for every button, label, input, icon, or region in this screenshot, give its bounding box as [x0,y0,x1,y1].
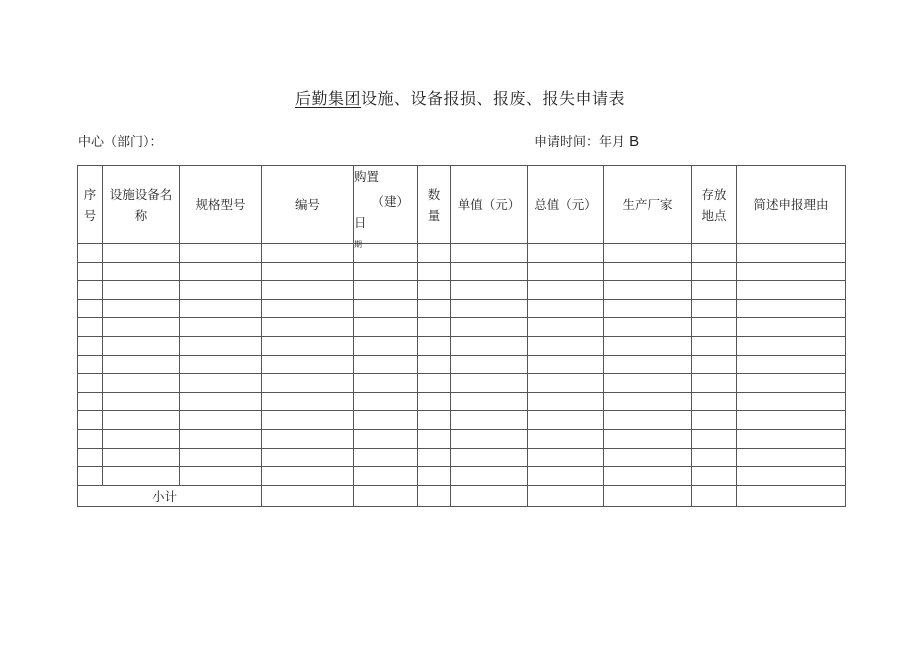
table-cell[interactable] [418,374,451,393]
table-cell[interactable] [528,467,604,486]
table-row [78,281,846,300]
table-cell[interactable] [180,281,262,300]
table-cell[interactable] [737,299,846,318]
table-cell[interactable] [180,318,262,337]
header-row [78,166,846,244]
table-cell[interactable] [262,448,354,467]
table-cell[interactable] [103,392,180,411]
table-cell[interactable] [528,429,604,448]
table-cell[interactable] [737,467,846,486]
table-cell[interactable] [451,281,528,300]
table-cell[interactable] [262,374,354,393]
table-cell[interactable] [418,318,451,337]
table-cell[interactable] [737,392,846,411]
table-cell[interactable] [737,429,846,448]
table-cell[interactable] [737,374,846,393]
table-cell[interactable] [451,448,528,467]
table-cell[interactable] [604,336,692,355]
header-total: 总值（元） [528,166,604,244]
table-cell[interactable] [262,244,354,263]
application-table [77,165,846,507]
table-cell[interactable] [103,318,180,337]
table-cell[interactable] [528,299,604,318]
table-cell[interactable] [354,355,418,374]
table-cell[interactable] [103,281,180,300]
table-row [78,429,846,448]
table-cell[interactable] [604,429,692,448]
table-cell[interactable] [180,374,262,393]
title-text: 设施、设备报损、报废、报失申请表 [361,89,626,108]
table-cell[interactable] [528,355,604,374]
table-cell[interactable] [692,262,737,281]
table-cell[interactable] [418,411,451,430]
table-cell[interactable] [354,281,418,300]
table-cell[interactable] [692,392,737,411]
apply-time [534,131,639,150]
table-cell[interactable] [604,411,692,430]
subtotal-cell[interactable] [354,485,418,506]
table-cell[interactable] [604,299,692,318]
table-cell[interactable] [262,262,354,281]
table-cell[interactable] [103,355,180,374]
table-cell[interactable] [737,448,846,467]
header-unit-price: 单值（元） [451,166,528,244]
table-cell[interactable] [737,281,846,300]
table-cell[interactable] [418,429,451,448]
table-row [78,299,846,318]
table-cell[interactable] [354,448,418,467]
table-cell[interactable] [451,374,528,393]
subtotal-cell[interactable] [692,485,737,506]
table-cell[interactable] [528,336,604,355]
title-org: 后勤集团 [294,89,361,108]
table-cell[interactable] [78,336,103,355]
table-cell[interactable] [692,467,737,486]
table-cell[interactable] [103,299,180,318]
table-cell[interactable] [604,244,692,263]
table-body [78,244,846,486]
table-cell[interactable] [604,318,692,337]
subtotal-row [78,485,846,506]
department-label: 中心（部门）： [78,135,163,150]
table-cell[interactable] [692,411,737,430]
table-cell[interactable] [78,448,103,467]
table-cell[interactable] [451,392,528,411]
table-cell[interactable] [692,281,737,300]
table-cell[interactable] [354,318,418,337]
apply-time-label: 申请时间：年月 [534,135,626,150]
table-cell[interactable] [692,299,737,318]
table-cell[interactable] [451,244,528,263]
table-cell[interactable] [451,318,528,337]
subtotal-label: 小计 [78,485,262,506]
table-cell[interactable] [692,318,737,337]
table-cell[interactable] [354,336,418,355]
header-code: 编号 [262,166,354,244]
header-qty: 数 量 [418,166,451,244]
table-cell[interactable] [262,411,354,430]
table-cell[interactable] [78,244,103,263]
table-cell[interactable] [451,355,528,374]
table-cell[interactable] [180,411,262,430]
table-cell[interactable] [604,355,692,374]
table-cell[interactable] [180,467,262,486]
table-cell[interactable] [418,299,451,318]
table-cell[interactable] [180,429,262,448]
table-cell[interactable] [604,448,692,467]
table-row [78,336,846,355]
form-title [0,86,920,109]
table-cell[interactable] [604,262,692,281]
table-cell[interactable] [262,281,354,300]
subtotal-cell[interactable] [737,485,846,506]
table-cell[interactable] [604,374,692,393]
table-cell[interactable] [78,411,103,430]
table-cell[interactable] [604,392,692,411]
table-cell[interactable] [78,262,103,281]
table-cell[interactable] [528,281,604,300]
subtotal-cell[interactable] [451,485,528,506]
table-cell[interactable] [451,429,528,448]
table-cell[interactable] [451,467,528,486]
table-cell[interactable] [78,392,103,411]
table-cell[interactable] [78,374,103,393]
header-location: 存放 地点 [692,166,737,244]
table-cell[interactable] [180,392,262,411]
table-row [78,244,846,263]
table-cell[interactable] [418,355,451,374]
table-row [78,411,846,430]
table-cell[interactable] [78,281,103,300]
table-cell[interactable] [180,336,262,355]
table-cell[interactable] [262,467,354,486]
table-cell[interactable] [528,262,604,281]
table-cell[interactable] [737,355,846,374]
table-cell[interactable] [262,336,354,355]
table-cell[interactable] [418,448,451,467]
table-cell[interactable] [528,374,604,393]
table-cell[interactable] [103,262,180,281]
table-cell[interactable] [262,355,354,374]
subtotal-cell[interactable] [418,485,451,506]
table-cell[interactable] [418,244,451,263]
table-cell[interactable] [354,374,418,393]
header-reason: 简述申报理由 [737,166,846,244]
apply-time-suffix: B [629,133,640,150]
table-cell[interactable] [354,467,418,486]
table-cell[interactable] [692,374,737,393]
table-cell[interactable] [78,355,103,374]
header-purchase-date: 购置 （建） 日 期 [354,166,418,244]
table-row [78,374,846,393]
table-row [78,392,846,411]
table-cell[interactable] [737,336,846,355]
table-cell[interactable] [354,262,418,281]
table-cell[interactable] [737,318,846,337]
table-cell[interactable] [604,467,692,486]
table-row [78,355,846,374]
subtotal-cell[interactable] [528,485,604,506]
table-cell[interactable] [354,299,418,318]
table-cell[interactable] [78,467,103,486]
table-cell[interactable] [180,299,262,318]
table-cell[interactable] [103,244,180,263]
table-cell[interactable] [103,429,180,448]
table-cell[interactable] [262,392,354,411]
table-cell[interactable] [262,429,354,448]
header-name: 设施设备名 称 [103,166,180,244]
table-cell[interactable] [604,281,692,300]
table-cell[interactable] [418,336,451,355]
table-cell[interactable] [692,244,737,263]
table-cell[interactable] [418,392,451,411]
table-cell[interactable] [103,411,180,430]
table-cell[interactable] [418,467,451,486]
table-cell[interactable] [418,262,451,281]
table-cell[interactable] [180,244,262,263]
table-cell[interactable] [78,299,103,318]
table-cell[interactable] [103,467,180,486]
table-cell[interactable] [737,262,846,281]
subtotal-cell[interactable] [262,485,354,506]
table-cell[interactable] [692,355,737,374]
table-cell[interactable] [354,244,418,263]
table-cell[interactable] [78,429,103,448]
table-cell[interactable] [103,374,180,393]
table-cell[interactable] [692,336,737,355]
table-cell[interactable] [528,244,604,263]
table-cell[interactable] [180,262,262,281]
table-cell[interactable] [451,411,528,430]
table-cell[interactable] [262,299,354,318]
table-cell[interactable] [354,429,418,448]
table-cell[interactable] [103,448,180,467]
table-cell[interactable] [180,355,262,374]
table-cell[interactable] [692,448,737,467]
header-model: 规格型号 [180,166,262,244]
header-maker: 生产厂家 [604,166,692,244]
table-cell[interactable] [354,392,418,411]
table-cell[interactable] [103,336,180,355]
table-row [78,448,846,467]
table-cell[interactable] [451,336,528,355]
table-cell[interactable] [528,318,604,337]
table-cell[interactable] [180,448,262,467]
table-row [78,318,846,337]
table-row [78,262,846,281]
table-cell[interactable] [737,411,846,430]
subtotal-cell[interactable] [604,485,692,506]
header-seq: 序 号 [78,166,103,244]
table-cell[interactable] [78,318,103,337]
table-cell[interactable] [528,448,604,467]
table-cell[interactable] [528,411,604,430]
table-cell[interactable] [262,318,354,337]
table-cell[interactable] [451,299,528,318]
table-row [78,467,846,486]
table-cell[interactable] [737,244,846,263]
table-cell[interactable] [418,281,451,300]
table-cell[interactable] [528,392,604,411]
table-cell[interactable] [692,429,737,448]
table-cell[interactable] [354,411,418,430]
table-cell[interactable] [451,262,528,281]
